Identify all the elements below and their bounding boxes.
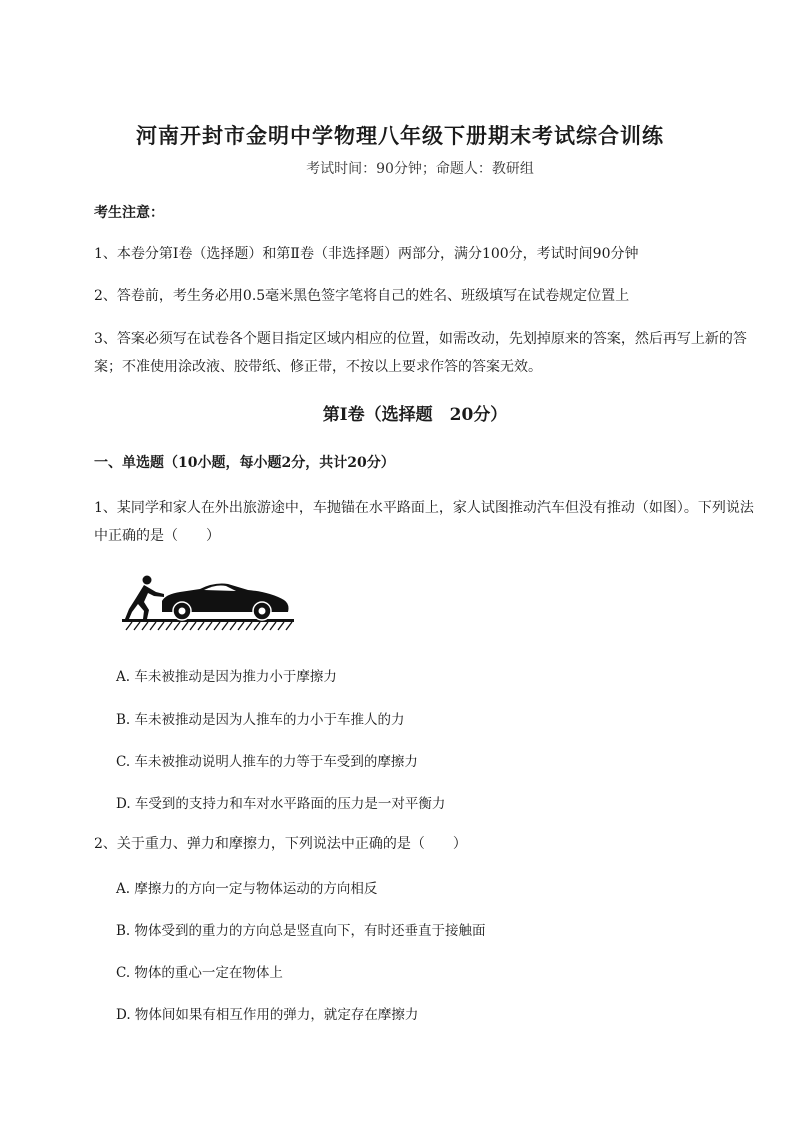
exam-subtitle: 考试时间：90分钟；命题人：教研组 bbox=[306, 161, 534, 177]
question-1-option-d[interactable]: D. 车受到的支持力和车对水平路面的压力是一对平衡力 bbox=[116, 796, 446, 812]
question-2-option-d[interactable]: D. 物体间如果有相互作用的弹力，就定存在摩擦力 bbox=[116, 1007, 419, 1023]
question-2-option-c[interactable]: C. 物体的重心一定在物体上 bbox=[116, 965, 283, 981]
notice-item-1: 1、本卷分第Ⅰ卷（选择题）和第Ⅱ卷（非选择题）两部分，满分100分，考试时间90分钟 bbox=[94, 246, 639, 262]
question-1-option-b[interactable]: B. 车未被推动是因为人推车的力小于车推人的力 bbox=[116, 712, 405, 728]
notice-item-3: 3、答案必须写在试卷各个题目指定区域内相应的位置，如需改动，先划掉原来的答案，然后再写上新的答案；不准使用涂改液、胶带纸、修正带，不按以上要求作答的答案无效。 bbox=[94, 331, 747, 375]
question-1-option-a[interactable]: A. 车未被推动是因为推力小于摩擦力 bbox=[116, 669, 337, 685]
section-title: 第Ⅰ卷（选择题 20分） bbox=[322, 405, 508, 425]
person-pushing-car-icon bbox=[120, 568, 300, 632]
notice-heading: 考生注意： bbox=[94, 205, 164, 221]
question-2-stem: 2、关于重力、弹力和摩擦力，下列说法中正确的是（ ） bbox=[94, 836, 467, 852]
part-heading: 一、单选题（10小题，每小题2分，共计20分） bbox=[94, 455, 395, 471]
notice-item-2: 2、答卷前，考生务必用0.5毫米黑色签字笔将自己的姓名、班级填写在试卷规定位置上 bbox=[94, 288, 630, 304]
question-1-option-c[interactable]: C. 车未被推动说明人推车的力等于车受到的摩擦力 bbox=[116, 754, 418, 770]
question-2-option-a[interactable]: A. 摩擦力的方向一定与物体运动的方向相反 bbox=[116, 881, 378, 897]
question-1-stem: 1、某同学和家人在外出旅游途中，车抛锚在水平路面上，家人试图推动汽车但没有推动（如图）。下列说法中正确的是（ ） bbox=[94, 500, 754, 544]
exam-title: 河南开封市金明中学物理八年级下册期末考试综合训练 bbox=[136, 123, 664, 148]
question-2-option-b[interactable]: B. 物体受到的重力的方向总是竖直向下，有时还垂直于接触面 bbox=[116, 923, 486, 939]
